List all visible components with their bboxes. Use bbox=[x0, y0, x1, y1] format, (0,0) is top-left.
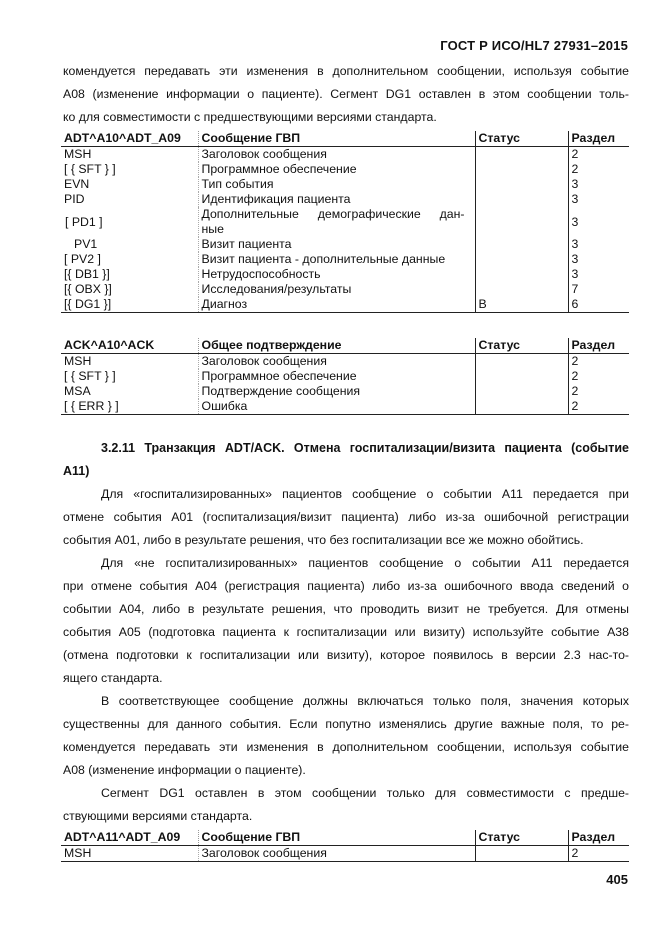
description-line: Дополнительные демографические дан- bbox=[201, 207, 465, 221]
section-cell: 7 bbox=[571, 282, 579, 296]
table-row bbox=[61, 282, 629, 297]
text-line: А08 (изменение информации о пациенте). Сегмент DG1 оставлен в этом сообщении толь- bbox=[63, 87, 629, 101]
text-line: комендуется передавать эти изменения в дополнительном сообщении, используя событие bbox=[63, 64, 629, 78]
description-cell: Визит пациента - дополнительные данные bbox=[201, 252, 446, 266]
text-line: Для «не госпитализированных» пациентов сообщение о событии А11 передается bbox=[101, 556, 629, 570]
segment-cell: [ { SFT } ] bbox=[61, 162, 198, 177]
segment-cell: [ PD1 ] bbox=[61, 207, 198, 237]
description-cell: Исследования/результаты bbox=[201, 282, 352, 296]
description-cell: Диагноз bbox=[198, 297, 475, 313]
segment-cell: MSH bbox=[61, 147, 198, 163]
segment-cell: MSA bbox=[61, 384, 198, 399]
segment-cell: EVN bbox=[61, 177, 198, 192]
status-cell bbox=[475, 252, 568, 267]
table-row bbox=[61, 369, 629, 384]
table-row bbox=[61, 354, 629, 370]
table-row bbox=[61, 297, 629, 313]
section-cell: 3 bbox=[571, 267, 579, 281]
section-cell: 2 bbox=[568, 399, 629, 415]
status-cell bbox=[475, 177, 568, 192]
segment-cell: [{ OBX }] bbox=[61, 282, 198, 297]
segment-cell: MSH bbox=[61, 354, 198, 370]
text-line: ящего стандарта. bbox=[63, 671, 163, 685]
table-header-row bbox=[61, 830, 629, 846]
status-cell bbox=[475, 846, 568, 862]
section-cell: 3 bbox=[571, 252, 579, 266]
segment-cell: [ { ERR } ] bbox=[61, 399, 198, 415]
column-header: ACK^A10^ACK bbox=[61, 338, 198, 354]
column-header: Общее подтверждение bbox=[198, 338, 475, 354]
description-cell: Заголовок сообщения bbox=[198, 846, 475, 862]
description-cell: Подтверждение сообщения bbox=[201, 384, 361, 398]
column-header: Статус bbox=[475, 830, 568, 846]
section-cell: 2 bbox=[571, 162, 579, 176]
text-line: событии А04, либо в результате решения, что проводить визит не требуется. Для отмены bbox=[63, 602, 629, 616]
description-line: ные bbox=[201, 222, 224, 236]
text-line: существенны для данного события. Если попутно изменялись другие важные поля, то ре- bbox=[63, 717, 629, 731]
description-cell: Программное обеспечение bbox=[201, 162, 357, 176]
segment-cell: MSH bbox=[61, 846, 198, 862]
table-row bbox=[61, 192, 629, 207]
status-cell bbox=[475, 267, 568, 282]
segment-cell: [{ DB1 }] bbox=[61, 267, 198, 282]
status-cell bbox=[475, 282, 568, 297]
section-cell: 3 bbox=[571, 192, 579, 206]
description-cell: Визит пациента bbox=[201, 237, 292, 251]
segment-cell: PV1 bbox=[61, 237, 198, 252]
text-line: отмене события А01 (госпитализация/визит пациента) либо из-за ошибочной регистрации bbox=[63, 510, 629, 524]
text-line: В соответствующее сообщение должны включаться только поля, значения которых bbox=[101, 694, 629, 708]
section-cell: 2 bbox=[571, 384, 579, 398]
column-header: Статус bbox=[475, 131, 568, 147]
text-line: (отмена подготовки к госпитализации или визиту), которое появилось в версии 2.3 нас-то- bbox=[63, 648, 629, 662]
table-adt-a11 bbox=[61, 830, 629, 862]
description-cell bbox=[198, 207, 475, 237]
table-header-row bbox=[61, 131, 629, 147]
section-cell: 2 bbox=[571, 369, 579, 383]
description-cell: Тип события bbox=[201, 177, 274, 191]
status-cell bbox=[475, 384, 568, 399]
table-row bbox=[61, 162, 629, 177]
table-row bbox=[61, 846, 629, 862]
text-line: при отмене события А04 (регистрация пациента) либо из-за ошибочного ввода сведений о bbox=[63, 579, 629, 593]
column-header: Сообщение ГВП bbox=[198, 830, 475, 846]
section-cell: 2 bbox=[571, 354, 579, 368]
table-header-row bbox=[61, 338, 629, 354]
body-paragraph bbox=[63, 690, 629, 782]
description-cell: Заголовок сообщения bbox=[201, 147, 327, 161]
table-row bbox=[61, 399, 629, 415]
column-header: Раздел bbox=[568, 830, 629, 846]
section-cell: 6 bbox=[568, 297, 629, 313]
segment-cell: PID bbox=[61, 192, 198, 207]
description-cell: Нетрудоспособность bbox=[201, 267, 321, 281]
table-adt-a10 bbox=[61, 131, 629, 313]
status-cell bbox=[475, 147, 568, 163]
text-line: комендуется передавать эти изменения в дополнительном сообщении, используя событие bbox=[63, 740, 629, 754]
section-cell: 3 bbox=[571, 214, 579, 229]
column-header: ADT^A11^ADT_A09 bbox=[61, 830, 198, 846]
description-cell: Программное обеспечение bbox=[201, 369, 357, 383]
column-header: Статус bbox=[475, 338, 568, 354]
description-cell: Заголовок сообщения bbox=[201, 354, 327, 368]
intro-paragraph bbox=[63, 60, 629, 129]
section-cell: 2 bbox=[571, 147, 579, 161]
segment-cell: [ { SFT } ] bbox=[61, 369, 198, 384]
column-header: Раздел bbox=[568, 338, 629, 354]
segment-cell: [ PV2 ] bbox=[61, 252, 198, 267]
body-paragraph bbox=[63, 552, 629, 690]
table-row bbox=[61, 147, 629, 163]
text-line: Для «госпитализированных» пациентов сообщение о событии А11 передается при bbox=[101, 487, 629, 501]
section-cell: 3 bbox=[571, 177, 579, 191]
text-line: ствующими версиями стандарта. bbox=[63, 809, 253, 823]
text-line: события А01, либо в результате решения, что без госпитализации все же можно обойтись. bbox=[63, 533, 584, 547]
document-header: ГОСТ Р ИСО/HL7 27931–2015 bbox=[440, 38, 628, 53]
text-line: ко для совместимости с предшествующими версиями стандарта. bbox=[63, 110, 437, 124]
table-row bbox=[61, 267, 629, 282]
heading-line: 3.2.11 Транзакция ADT/ACK. Отмена госпитализации/визита пациента (событие bbox=[101, 441, 629, 455]
table-row bbox=[61, 237, 629, 252]
status-cell bbox=[475, 399, 568, 415]
text-line: Сегмент DG1 оставлен в этом сообщении только для совместимости с предше- bbox=[101, 786, 629, 800]
section-cell: 3 bbox=[571, 237, 579, 251]
text-line: события А05 (подготовка пациента к госпитализации или визиту) используйте событие А38 bbox=[63, 625, 629, 639]
description-cell: Ошибка bbox=[198, 399, 475, 415]
table-row bbox=[61, 177, 629, 192]
page-number: 405 bbox=[606, 872, 628, 887]
segment-cell: [{ DG1 }] bbox=[61, 297, 198, 313]
table-ack-a10 bbox=[61, 338, 629, 415]
status-cell bbox=[475, 237, 568, 252]
description-cell: Идентификация пациента bbox=[201, 192, 351, 206]
status-cell: B bbox=[475, 297, 568, 313]
text-line: А08 (изменение информации о пациенте). bbox=[63, 763, 306, 777]
status-cell bbox=[475, 162, 568, 177]
status-cell bbox=[475, 354, 568, 370]
section-cell: 2 bbox=[568, 846, 629, 862]
column-header: Раздел bbox=[568, 131, 629, 147]
body-paragraph bbox=[63, 483, 629, 552]
column-header: Сообщение ГВП bbox=[198, 131, 475, 147]
status-cell bbox=[475, 207, 568, 237]
section-heading bbox=[63, 437, 629, 483]
status-cell bbox=[475, 192, 568, 207]
column-header: ADT^A10^ADT_A09 bbox=[61, 131, 198, 147]
table-row bbox=[61, 252, 629, 267]
table-row bbox=[61, 207, 629, 237]
body-paragraph bbox=[63, 782, 629, 828]
status-cell bbox=[475, 369, 568, 384]
table-row bbox=[61, 384, 629, 399]
heading-line: А11) bbox=[63, 464, 90, 478]
